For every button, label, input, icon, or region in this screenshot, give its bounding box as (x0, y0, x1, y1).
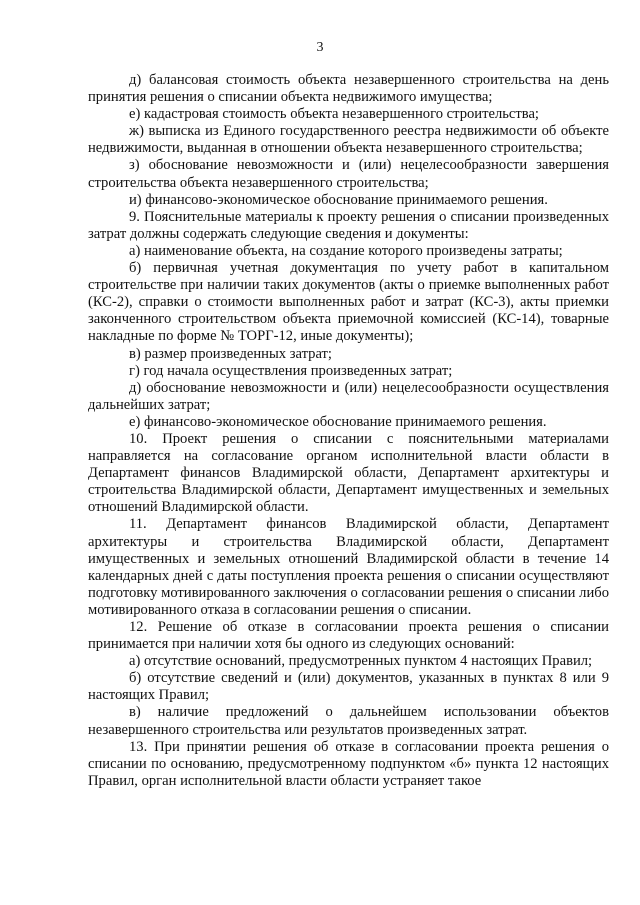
page-number: 3 (316, 40, 324, 55)
paragraph: 11. Департамент финансов Владимирской области, Департамент архитектуры и строительства Владимирской области, Департамент имущественных и земельных отношений Владимирской области в течение 14 календарных дней с даты поступления проекта решения о списании осуществляют подготовку мотивированного заключения о согласовании решения о списании либо мотивированного отказа в согласовании решения о списании. (88, 516, 609, 618)
document-body (88, 72, 609, 790)
paragraph: г) год начала осуществления произведенных затрат; (129, 362, 453, 379)
paragraph: 9. Пояснительные материалы к проекту решения о списании произведенных затрат должны содержать следующие сведения и документы: (88, 208, 609, 242)
paragraph: в) размер произведенных затрат; (129, 345, 332, 362)
paragraph: з) обоснование невозможности и (или) нецелесообразности завершения строительства объекта незавершенного строительства; (88, 157, 609, 191)
paragraph: б) первичная учетная документация по учету работ в капитальном строительстве при наличии таких документов (акты о приемке выполненных работ (КС-2), справки о стоимости выполненных работ и затрат (КС-3), акты приемки законченного строительством объекта приемочной комиссией (КС-14), товарные накладные по форме № ТОРГ-12, иные документы); (88, 260, 609, 345)
paragraph: е) кадастровая стоимость объекта незавершенного строительства; (129, 106, 539, 123)
paragraph: и) финансово-экономическое обоснование принимаемого решения. (129, 191, 548, 208)
paragraph: в) наличие предложений о дальнейшем использовании объектов незавершенного строительства или результатов произведенных затрат. (88, 704, 609, 738)
paragraph: а) наименование объекта, на создание которого произведены затраты; (129, 242, 563, 259)
paragraph: а) отсутствие оснований, предусмотренных пунктом 4 настоящих Правил; (129, 653, 593, 670)
paragraph: е) финансово-экономическое обоснование принимаемого решения. (129, 413, 547, 430)
paragraph: д) обоснование невозможности и (или) нецелесообразности осуществления дальнейших затрат; (88, 379, 609, 413)
paragraph: ж) выписка из Единого государственного реестра недвижимости об объекте недвижимости, выданная в отношении объекта незавершенного строительства; (88, 123, 609, 157)
paragraph: д) балансовая стоимость объекта незавершенного строительства на день принятия решения о списании объекта недвижимого имущества; (88, 72, 609, 106)
paragraph: 13. При принятии решения об отказе в согласовании проекта решения о списании по основанию, предусмотренному подпунктом «б» пункта 12 настоящих Правил, орган исполнительной власти области устраняет такое (88, 738, 609, 789)
paragraph: б) отсутствие сведений и (или) документов, указанных в пунктах 8 или 9 настоящих Правил; (88, 670, 609, 704)
paragraph: 10. Проект решения о списании с пояснительными материалами направляется на согласование органом исполнительной власти области в Департамент финансов Владимирской области, Департамент архитектуры и строительства Владимирской области, Департамент имущественных и земельных отношений Владимирской области. (88, 430, 609, 516)
paragraph: 12. Решение об отказе в согласовании проекта решения о списании принимается при наличии хотя бы одного из следующих оснований: (88, 619, 609, 653)
